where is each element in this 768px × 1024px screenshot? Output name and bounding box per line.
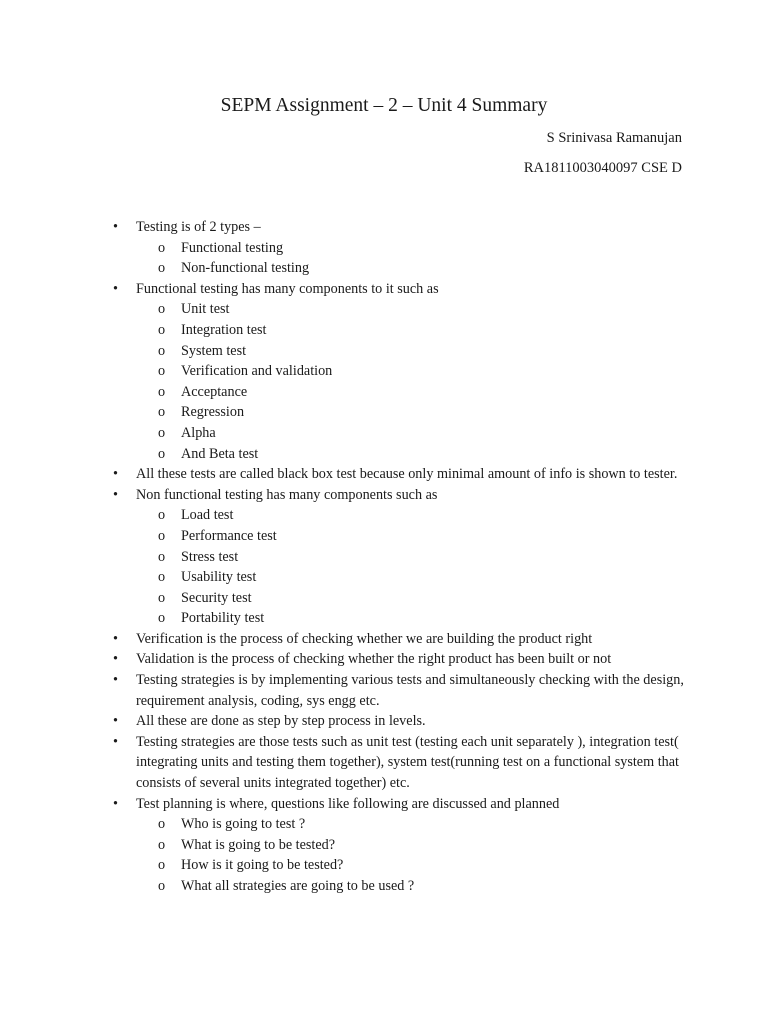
bullet-item xyxy=(110,670,685,711)
sub-bullet-item xyxy=(136,505,685,526)
sub-bullet-list xyxy=(136,238,685,279)
sub-bullet-text: Security test xyxy=(181,589,252,606)
bullet-icon: • xyxy=(113,630,118,647)
sub-bullet-text: Functional testing xyxy=(181,239,284,256)
sub-bullet-item xyxy=(136,835,685,856)
sub-bullet-text: Non-functional testing xyxy=(181,260,310,277)
sub-bullet-icon: o xyxy=(158,239,166,256)
sub-bullet-text: Unit test xyxy=(181,301,230,318)
sub-bullet-item xyxy=(136,423,685,444)
sub-bullet-icon: o xyxy=(158,857,166,874)
sub-bullet-icon: o xyxy=(158,260,166,277)
sub-bullet-text: Who is going to test ? xyxy=(181,816,306,833)
sub-bullet-text: Performance test xyxy=(181,527,277,544)
sub-bullet-item xyxy=(136,382,685,403)
bullet-icon: • xyxy=(113,713,118,730)
sub-bullet-item xyxy=(136,608,685,629)
bullet-item xyxy=(110,485,685,629)
bullet-text: All these tests are called black box test because only minimal amount of info is shown to tester. xyxy=(136,466,678,483)
sub-bullet-icon: o xyxy=(158,589,166,606)
sub-bullet-item xyxy=(136,238,685,259)
author-name: S Srinivasa Ramanujan xyxy=(546,130,682,146)
summary-content xyxy=(110,217,685,897)
sub-bullet-item xyxy=(136,855,685,876)
sub-bullet-list xyxy=(136,814,685,896)
sub-bullet-item xyxy=(136,320,685,341)
sub-bullet-text: Stress test xyxy=(181,548,239,565)
sub-bullet-list xyxy=(136,299,685,464)
bullet-text: Test planning is where, questions like following are discussed and planned xyxy=(136,795,560,812)
bullet-item xyxy=(110,217,685,279)
sub-bullet-item xyxy=(136,258,685,279)
sub-bullet-icon: o xyxy=(158,404,166,421)
sub-bullet-text: How is it going to be tested? xyxy=(181,857,344,874)
sub-bullet-text: Load test xyxy=(181,507,234,524)
sub-bullet-text: What all strategies are going to be used ? xyxy=(181,878,415,894)
sub-bullet-icon: o xyxy=(158,383,166,400)
sub-bullet-item xyxy=(136,526,685,547)
sub-bullet-item xyxy=(136,588,685,609)
sub-bullet-item xyxy=(136,402,685,423)
sub-bullet-text: Usability test xyxy=(181,569,257,586)
sub-bullet-item xyxy=(136,814,685,835)
bullet-item xyxy=(110,732,685,794)
sub-bullet-text: Acceptance xyxy=(181,383,248,400)
sub-bullet-item xyxy=(136,361,685,382)
sub-bullet-icon: o xyxy=(158,527,166,544)
sub-bullet-item xyxy=(136,299,685,320)
bullet-text: Testing is of 2 types – xyxy=(136,219,261,235)
sub-bullet-icon: o xyxy=(158,342,166,359)
bullet-item xyxy=(110,649,685,670)
sub-bullet-icon: o xyxy=(158,424,166,441)
bullet-item xyxy=(110,464,685,485)
summary-bullet-list xyxy=(110,217,685,897)
sub-bullet-icon: o xyxy=(158,507,166,524)
sub-bullet-icon: o xyxy=(158,301,166,318)
sub-bullet-icon: o xyxy=(158,445,166,462)
sub-bullet-item xyxy=(136,567,685,588)
bullet-icon: • xyxy=(113,280,118,297)
bullet-icon: • xyxy=(113,672,118,689)
sub-bullet-text: Portability test xyxy=(181,610,265,627)
sub-bullet-icon: o xyxy=(158,878,166,894)
bullet-text: Testing strategies is by implementing various tests and simultaneously checking with the design, requirement analysis, coding, sys engg etc. xyxy=(136,672,684,709)
bullet-icon: • xyxy=(113,466,118,483)
sub-bullet-text: System test xyxy=(181,342,247,359)
sub-bullet-icon: o xyxy=(158,321,166,338)
sub-bullet-icon: o xyxy=(158,548,166,565)
bullet-item xyxy=(110,794,685,897)
sub-bullet-icon: o xyxy=(158,816,166,833)
document-title: SEPM Assignment – 2 – Unit 4 Summary xyxy=(220,95,548,116)
sub-bullet-icon: o xyxy=(158,363,166,380)
bullet-icon: • xyxy=(113,486,118,503)
sub-bullet-item xyxy=(136,547,685,568)
bullet-text: Non functional testing has many components such as xyxy=(136,486,438,503)
sub-bullet-text: What is going to be tested? xyxy=(181,836,336,853)
sub-bullet-text: And Beta test xyxy=(181,445,259,462)
bullet-item xyxy=(110,279,685,464)
bullet-item xyxy=(110,711,685,732)
sub-bullet-text: Regression xyxy=(181,404,245,421)
bullet-icon: • xyxy=(113,733,118,750)
bullet-icon: • xyxy=(113,219,118,235)
sub-bullet-list xyxy=(136,505,685,629)
sub-bullet-icon: o xyxy=(158,569,166,586)
sub-bullet-icon: o xyxy=(158,836,166,853)
sub-bullet-item xyxy=(136,876,685,897)
bullet-icon: • xyxy=(113,795,118,812)
registration-number: RA1811003040097 CSE D xyxy=(523,160,682,176)
sub-bullet-icon: o xyxy=(158,610,166,627)
sub-bullet-text: Verification and validation xyxy=(181,363,333,380)
sub-bullet-item xyxy=(136,444,685,465)
sub-bullet-text: Integration test xyxy=(181,321,267,338)
bullet-text: Testing strategies are those tests such as unit test (testing each unit separately ), integration test( integrating units and testing them together), system test(running test on a functional system that consists of several units integrated together) etc. xyxy=(136,733,679,792)
sub-bullet-text: Alpha xyxy=(181,424,216,441)
sub-bullet-item xyxy=(136,341,685,362)
bullet-item xyxy=(110,629,685,650)
bullet-icon: • xyxy=(113,651,118,668)
bullet-text: Validation is the process of checking whether the right product has been built or not xyxy=(136,651,612,668)
bullet-text: Functional testing has many components to it such as xyxy=(136,280,439,297)
bullet-text: All these are done as step by step process in levels. xyxy=(136,713,426,730)
bullet-text: Verification is the process of checking whether we are building the product right xyxy=(136,630,593,647)
